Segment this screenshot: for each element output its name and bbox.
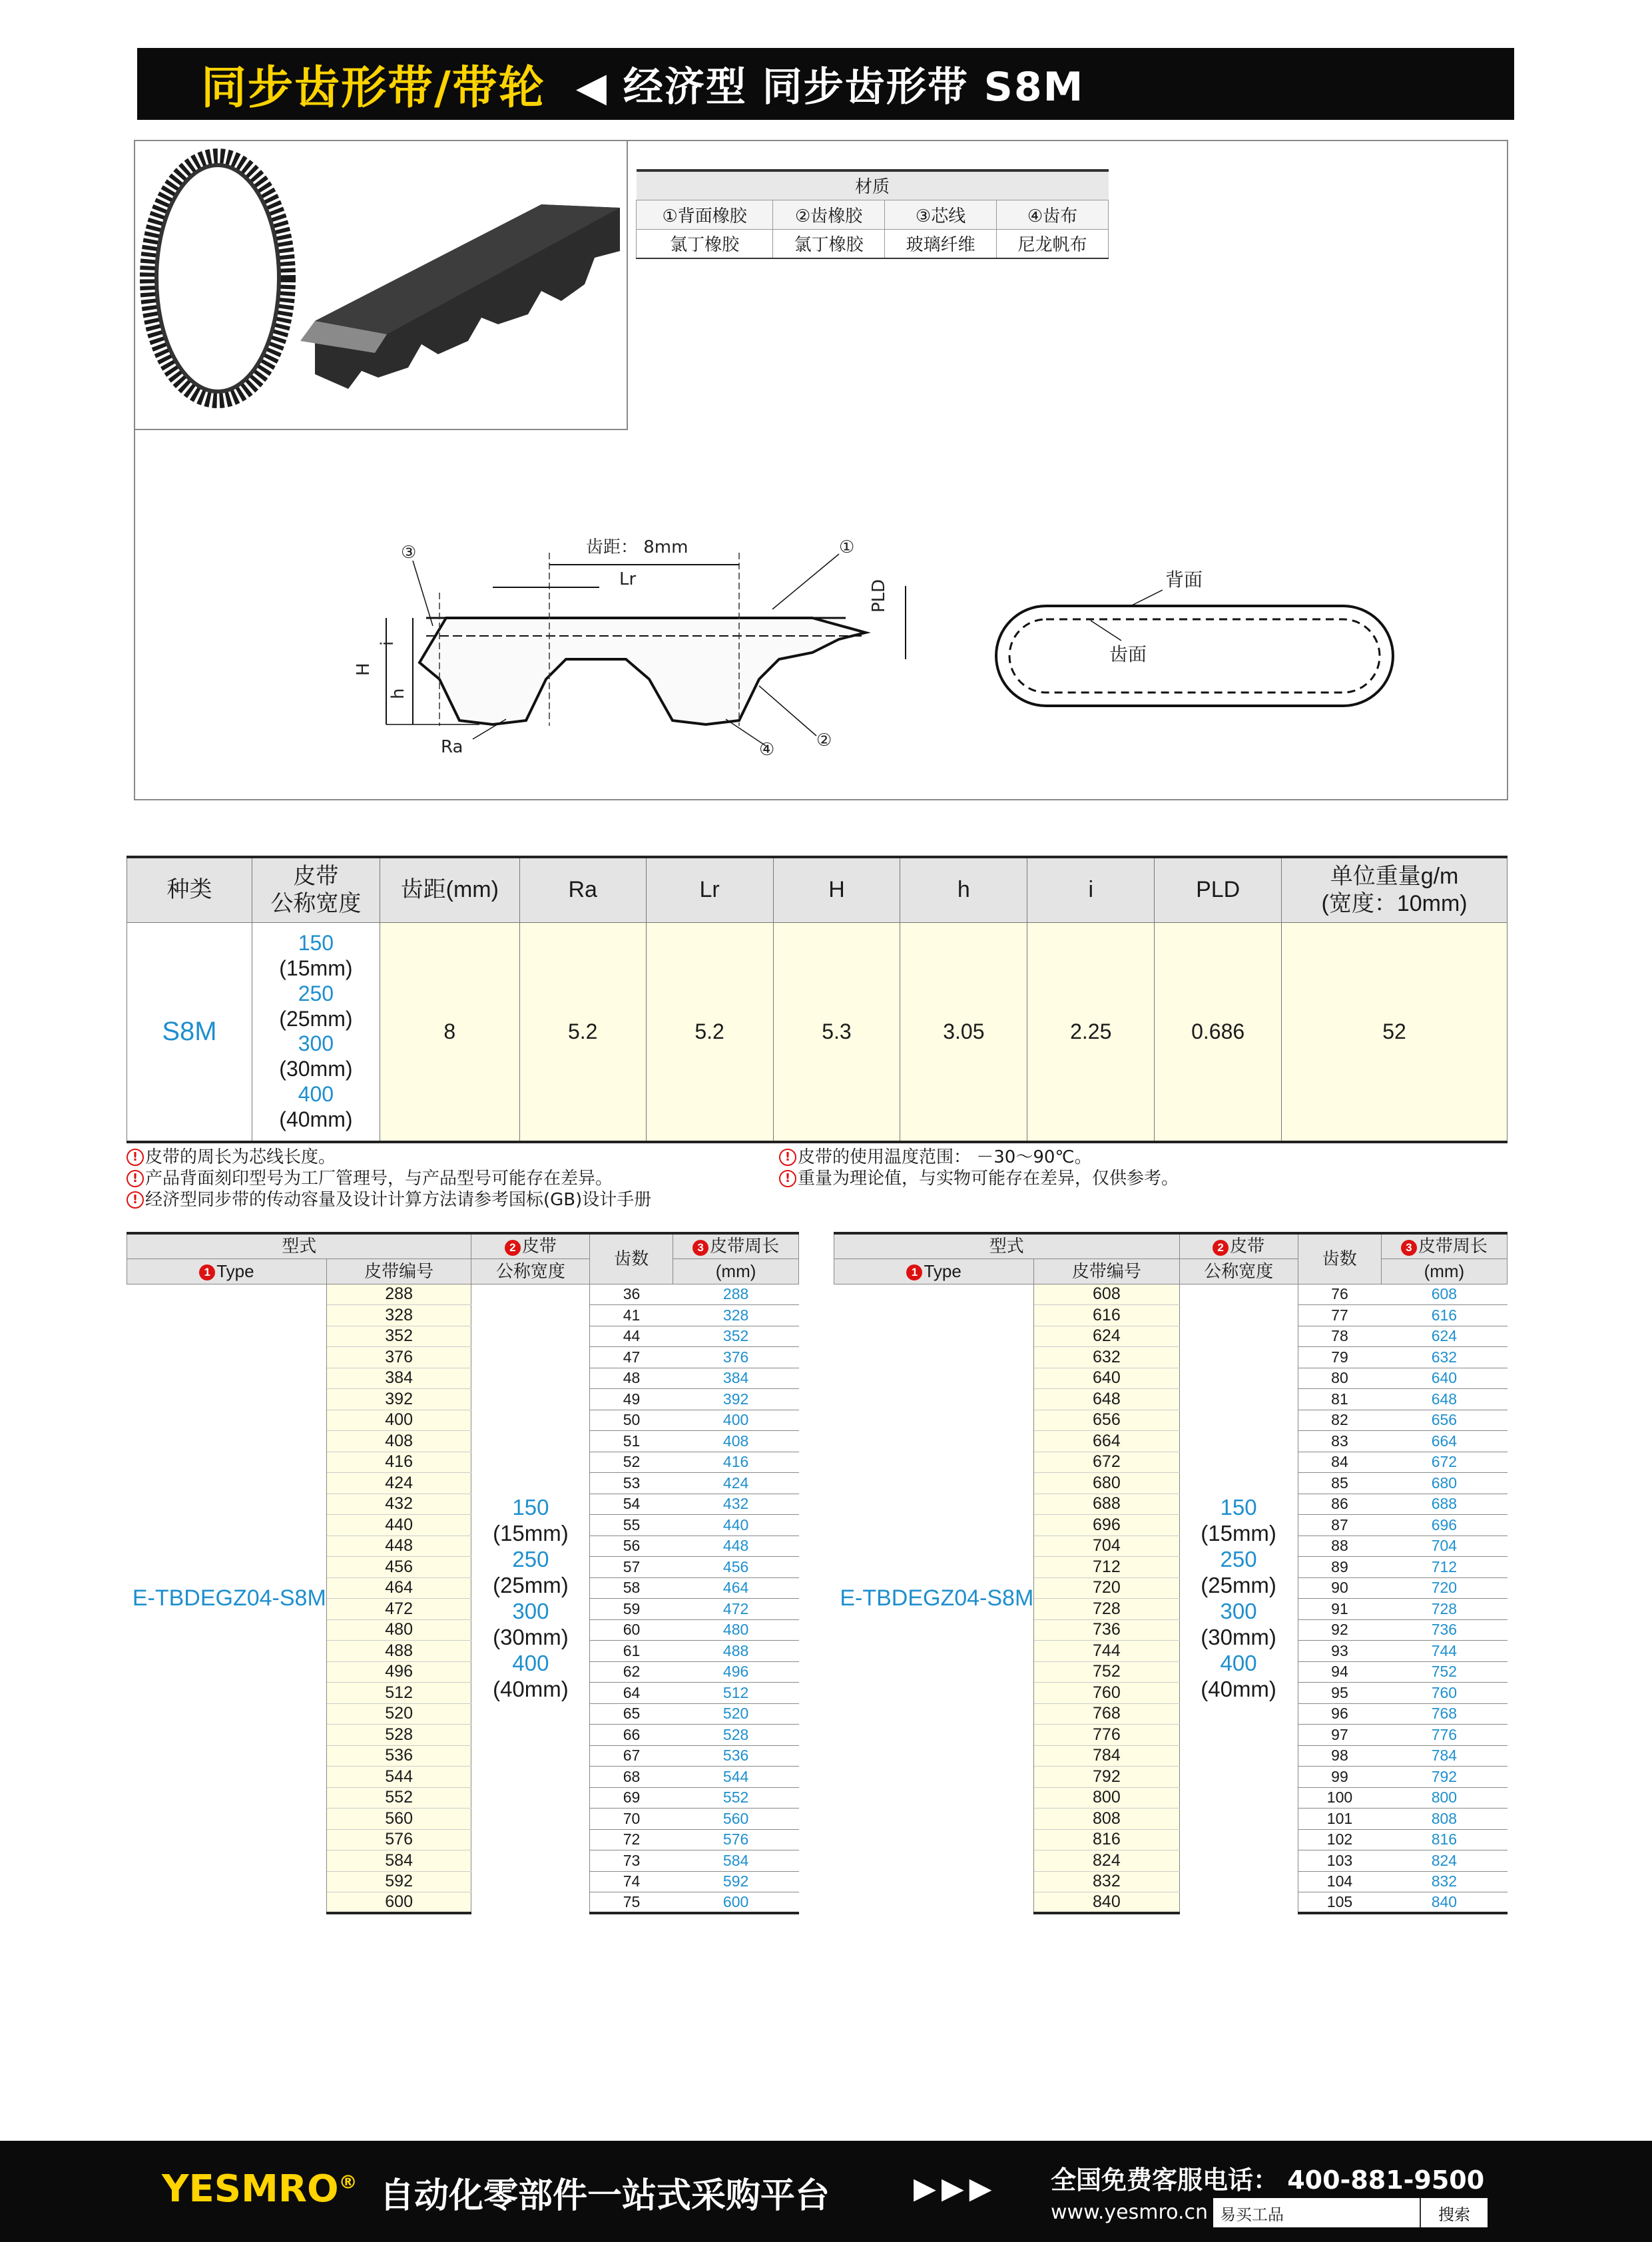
teeth-count: 52 — [590, 1452, 673, 1473]
ra-label: Ra — [441, 737, 463, 757]
material-label: ④齿布 — [997, 200, 1109, 229]
belt-code: 400 — [326, 1410, 471, 1431]
belt-length: 488 — [673, 1641, 799, 1662]
teeth-face-label: 齿面 — [1109, 643, 1147, 665]
spec-header-h: h — [900, 857, 1027, 922]
product-photo — [134, 140, 628, 430]
teeth-count: 54 — [590, 1494, 673, 1515]
belt-length: 448 — [673, 1536, 799, 1557]
teeth-count: 105 — [1298, 1892, 1381, 1914]
belt-code: 656 — [1034, 1410, 1179, 1431]
page-title: 同步齿形带/带轮 — [201, 61, 545, 115]
callout-4: ④ — [759, 740, 775, 760]
belt-length: 520 — [673, 1703, 799, 1725]
parts-table-right — [834, 1232, 1508, 1914]
width-header: 公称宽度 — [471, 1259, 590, 1284]
page-subtitle: ◀ 经济型 同步齿形带 S8M — [575, 64, 1085, 111]
title-bar — [137, 48, 1514, 120]
belt-code: 552 — [326, 1787, 471, 1809]
belt-code: 752 — [1034, 1661, 1179, 1683]
teeth-count: 91 — [1298, 1599, 1381, 1620]
teeth-count: 53 — [590, 1473, 673, 1494]
belt-length: 632 — [1381, 1347, 1507, 1368]
width-header-top: 2 皮带 — [1179, 1233, 1298, 1259]
model-header: 型式 — [834, 1233, 1180, 1259]
belt-length: 480 — [673, 1619, 799, 1641]
type-cell: E-TBDEGZ04-S8M — [127, 1284, 327, 1913]
spec-header-H: H — [773, 857, 900, 922]
belt-code: 536 — [326, 1745, 471, 1767]
belt-code: 448 — [326, 1536, 471, 1557]
material-label: ①背面橡胶 — [637, 200, 773, 229]
spec-header-i: i — [1027, 857, 1155, 922]
belt-length: 600 — [673, 1892, 799, 1914]
material-value: 尼龙帆布 — [997, 229, 1109, 258]
warning-icon: ! — [779, 1170, 796, 1187]
length-header-top: 3 皮带周长 — [1381, 1233, 1507, 1259]
parts-table-left — [127, 1232, 799, 1914]
spec-widths: 150 (15mm) 250 (25mm) 300 (30mm) 400 (40mm) — [252, 922, 380, 1142]
belt-length: 352 — [673, 1326, 799, 1347]
type-header: 1 Type — [127, 1259, 327, 1284]
teeth-header: 齿数 — [590, 1233, 673, 1284]
material-table-title: 材质 — [637, 170, 1109, 200]
belt-code: 600 — [326, 1892, 471, 1914]
teeth-count: 73 — [590, 1850, 673, 1872]
belt-length: 376 — [673, 1347, 799, 1368]
teeth-count: 68 — [590, 1767, 673, 1788]
table-row — [127, 1284, 799, 1305]
teeth-count: 104 — [1298, 1871, 1381, 1892]
teeth-count: 62 — [590, 1661, 673, 1683]
belt-length: 664 — [1381, 1431, 1507, 1452]
note-item: ! 经济型同步带的传动容量及设计计算方法请参考国标(GB)设计手册 — [127, 1189, 651, 1211]
teeth-count: 49 — [590, 1389, 673, 1410]
belt-code: 432 — [326, 1494, 471, 1515]
belt-length: 712 — [1381, 1557, 1507, 1578]
teeth-count: 93 — [1298, 1641, 1381, 1662]
belt-code: 816 — [1034, 1829, 1179, 1850]
belt-code: 728 — [1034, 1599, 1179, 1620]
teeth-count: 51 — [590, 1431, 673, 1452]
code-header: 皮带编号 — [326, 1259, 471, 1284]
length-header: (mm) — [1381, 1259, 1507, 1284]
belt-code: 592 — [326, 1871, 471, 1892]
teeth-count: 100 — [1298, 1787, 1381, 1809]
teeth-count: 44 — [590, 1326, 673, 1347]
belt-length: 688 — [1381, 1494, 1507, 1515]
search-bar — [1213, 2198, 1488, 2227]
teeth-count: 47 — [590, 1347, 673, 1368]
teeth-count: 82 — [1298, 1410, 1381, 1431]
belt-code: 824 — [1034, 1850, 1179, 1872]
belt-length: 736 — [1381, 1619, 1507, 1641]
note-item: ! 皮带的使用温度范围： －30～90℃。 — [779, 1147, 1179, 1168]
belt-length: 784 — [1381, 1745, 1507, 1767]
belt-length: 328 — [673, 1305, 799, 1326]
belt-length: 744 — [1381, 1641, 1507, 1662]
belt-code: 544 — [326, 1767, 471, 1788]
length-header: (mm) — [673, 1259, 799, 1284]
teeth-count: 88 — [1298, 1536, 1381, 1557]
teeth-count: 90 — [1298, 1577, 1381, 1599]
teeth-count: 92 — [1298, 1619, 1381, 1641]
belt-length: 696 — [1381, 1515, 1507, 1536]
teeth-count: 83 — [1298, 1431, 1381, 1452]
callout-1: ① — [839, 537, 855, 557]
teeth-count: 103 — [1298, 1850, 1381, 1872]
material-label: ②齿橡胶 — [773, 200, 885, 229]
teeth-count: 78 — [1298, 1326, 1381, 1347]
number-badge: 3 — [692, 1240, 708, 1256]
belt-code: 760 — [1034, 1683, 1179, 1704]
number-badge: 2 — [1213, 1240, 1229, 1256]
belt-code: 384 — [326, 1368, 471, 1389]
belt-length: 424 — [673, 1473, 799, 1494]
H-label: H — [354, 663, 374, 676]
belt-code: 424 — [326, 1473, 471, 1494]
warning-icon: ! — [127, 1191, 144, 1209]
spec-value-lr: 5.2 — [646, 922, 773, 1142]
belt-length: 496 — [673, 1661, 799, 1683]
belt-code: 632 — [1034, 1347, 1179, 1368]
spec-type: S8M — [127, 922, 252, 1142]
belt-length: 720 — [1381, 1577, 1507, 1599]
pld-label: PLD — [869, 579, 889, 613]
note-item: ! 重量为理论值，与实物可能存在差异，仅供参考。 — [779, 1168, 1179, 1189]
belt-length: 656 — [1381, 1410, 1507, 1431]
teeth-count: 102 — [1298, 1829, 1381, 1850]
model-header: 型式 — [127, 1233, 471, 1259]
teeth-count: 58 — [590, 1577, 673, 1599]
width-cell: 150 (15mm) 250 (25mm) 300 (30mm) 400 (40mm) — [1179, 1284, 1298, 1913]
material-value: 氯丁橡胶 — [773, 229, 885, 258]
belt-code: 680 — [1034, 1473, 1179, 1494]
belt-code: 584 — [326, 1850, 471, 1872]
belt-length: 544 — [673, 1767, 799, 1788]
tooth-profile-diagram — [346, 526, 946, 779]
note-item: ! 皮带的周长为芯线长度。 — [127, 1147, 651, 1168]
teeth-count: 69 — [590, 1787, 673, 1809]
belt-length: 584 — [673, 1850, 799, 1872]
material-value: 氯丁橡胶 — [637, 229, 773, 258]
number-badge: 2 — [505, 1240, 521, 1256]
i-label: i — [378, 641, 398, 646]
belt-code: 832 — [1034, 1871, 1179, 1892]
belt-code: 496 — [326, 1661, 471, 1683]
footer — [0, 2141, 1652, 2242]
teeth-count: 85 — [1298, 1473, 1381, 1494]
belt-code: 512 — [326, 1683, 471, 1704]
teeth-count: 84 — [1298, 1452, 1381, 1473]
teeth-count: 89 — [1298, 1557, 1381, 1578]
spec-header-type: 种类 — [127, 857, 252, 922]
callout-2: ② — [816, 730, 832, 750]
belt-length: 592 — [673, 1871, 799, 1892]
spec-header-weight: 单位重量g/m (宽度：10mm) — [1282, 857, 1508, 922]
belt-code: 744 — [1034, 1641, 1179, 1662]
belt-length: 432 — [673, 1494, 799, 1515]
brand-logo: YESMRO® — [162, 2167, 358, 2211]
material-label: ③芯线 — [885, 200, 997, 229]
teeth-count: 86 — [1298, 1494, 1381, 1515]
belt-length: 392 — [673, 1389, 799, 1410]
footer-slogan: 自动化零部件一站式采购平台 — [380, 2176, 830, 2216]
belt-length: 648 — [1381, 1389, 1507, 1410]
belt-code: 808 — [1034, 1809, 1179, 1830]
belt-length: 624 — [1381, 1326, 1507, 1347]
teeth-count: 74 — [590, 1871, 673, 1892]
belt-length: 512 — [673, 1683, 799, 1704]
teeth-count: 41 — [590, 1305, 673, 1326]
belt-length: 776 — [1381, 1725, 1507, 1746]
belt-code: 664 — [1034, 1431, 1179, 1452]
belt-length: 816 — [1381, 1829, 1507, 1850]
type-cell: E-TBDEGZ04-S8M — [834, 1284, 1034, 1913]
belt-code: 640 — [1034, 1368, 1179, 1389]
belt-code: 624 — [1034, 1326, 1179, 1347]
belt-code: 560 — [326, 1809, 471, 1830]
teeth-count: 60 — [590, 1619, 673, 1641]
belt-code: 776 — [1034, 1725, 1179, 1746]
belt-length: 672 — [1381, 1452, 1507, 1473]
spec-value-weight: 52 — [1282, 922, 1508, 1142]
belt-length: 840 — [1381, 1892, 1507, 1914]
belt-code: 712 — [1034, 1557, 1179, 1578]
belt-code: 456 — [326, 1557, 471, 1578]
number-badge: 1 — [199, 1264, 215, 1280]
belt-code: 608 — [1034, 1284, 1179, 1305]
belt-code: 520 — [326, 1703, 471, 1725]
spec-value-i: 2.25 — [1027, 922, 1155, 1142]
belt-photo-illustration — [135, 141, 629, 431]
teeth-count: 55 — [590, 1515, 673, 1536]
teeth-count: 72 — [590, 1829, 673, 1850]
belt-length: 768 — [1381, 1703, 1507, 1725]
teeth-count: 59 — [590, 1599, 673, 1620]
belt-length: 760 — [1381, 1683, 1507, 1704]
material-table — [636, 169, 1109, 259]
belt-length: 552 — [673, 1787, 799, 1809]
belt-code: 408 — [326, 1431, 471, 1452]
teeth-count: 36 — [590, 1284, 673, 1305]
belt-length: 640 — [1381, 1368, 1507, 1389]
spec-header-lr: Lr — [646, 857, 773, 922]
belt-code: 488 — [326, 1641, 471, 1662]
width-header-top: 2 皮带 — [471, 1233, 590, 1259]
width-cell: 150 (15mm) 250 (25mm) 300 (30mm) 400 (40mm) — [471, 1284, 590, 1913]
belt-code: 704 — [1034, 1536, 1179, 1557]
pitch-label: 齿距： 8mm — [586, 537, 688, 557]
spec-header-ra: Ra — [519, 857, 646, 922]
belt-length: 792 — [1381, 1767, 1507, 1788]
teeth-count: 101 — [1298, 1809, 1381, 1830]
belt-length: 824 — [1381, 1850, 1507, 1872]
callout-3: ③ — [401, 543, 417, 563]
belt-length: 464 — [673, 1577, 799, 1599]
h-label: h — [388, 688, 408, 699]
teeth-header: 齿数 — [1298, 1233, 1381, 1284]
teeth-count: 80 — [1298, 1368, 1381, 1389]
warning-icon: ! — [127, 1170, 144, 1187]
teeth-count: 98 — [1298, 1745, 1381, 1767]
belt-code: 576 — [326, 1829, 471, 1850]
teeth-count: 97 — [1298, 1725, 1381, 1746]
belt-length: 832 — [1381, 1871, 1507, 1892]
belt-length: 616 — [1381, 1305, 1507, 1326]
teeth-count: 50 — [590, 1410, 673, 1431]
teeth-count: 61 — [590, 1641, 673, 1662]
table-row — [834, 1284, 1508, 1305]
belt-length: 400 — [673, 1410, 799, 1431]
belt-code: 472 — [326, 1599, 471, 1620]
note-item: ! 产品背面刻印型号为工厂管理号，与产品型号可能存在差异。 — [127, 1168, 651, 1189]
teeth-count: 81 — [1298, 1389, 1381, 1410]
belt-code: 328 — [326, 1305, 471, 1326]
number-badge: 3 — [1401, 1240, 1417, 1256]
belt-code: 528 — [326, 1725, 471, 1746]
belt-code: 840 — [1034, 1892, 1179, 1914]
belt-length: 728 — [1381, 1599, 1507, 1620]
teeth-count: 94 — [1298, 1661, 1381, 1683]
belt-length: 528 — [673, 1725, 799, 1746]
belt-code: 736 — [1034, 1619, 1179, 1641]
belt-code: 440 — [326, 1515, 471, 1536]
belt-code: 688 — [1034, 1494, 1179, 1515]
belt-code: 392 — [326, 1389, 471, 1410]
belt-code: 672 — [1034, 1452, 1179, 1473]
spec-table — [127, 856, 1508, 1143]
spec-header-width: 皮带 公称宽度 — [252, 857, 380, 922]
code-header: 皮带编号 — [1034, 1259, 1179, 1284]
belt-length: 704 — [1381, 1536, 1507, 1557]
belt-code: 784 — [1034, 1745, 1179, 1767]
teeth-count: 99 — [1298, 1767, 1381, 1788]
belt-code: 416 — [326, 1452, 471, 1473]
belt-loop-diagram — [991, 566, 1404, 712]
teeth-count: 77 — [1298, 1305, 1381, 1326]
belt-code: 648 — [1034, 1389, 1179, 1410]
teeth-count: 64 — [590, 1683, 673, 1704]
teeth-count: 79 — [1298, 1347, 1381, 1368]
warning-icon: ! — [127, 1149, 144, 1166]
belt-length: 456 — [673, 1557, 799, 1578]
belt-length: 416 — [673, 1452, 799, 1473]
teeth-count: 75 — [590, 1892, 673, 1914]
belt-code: 480 — [326, 1619, 471, 1641]
belt-length: 608 — [1381, 1284, 1507, 1305]
belt-length: 440 — [673, 1515, 799, 1536]
belt-code: 768 — [1034, 1703, 1179, 1725]
notes-right — [779, 1147, 1179, 1189]
belt-length: 808 — [1381, 1809, 1507, 1830]
belt-length: 536 — [673, 1745, 799, 1767]
teeth-count: 87 — [1298, 1515, 1381, 1536]
website-link[interactable]: www.yesmro.cn — [1051, 2201, 1209, 2224]
belt-length: 472 — [673, 1599, 799, 1620]
belt-length: 408 — [673, 1431, 799, 1452]
teeth-count: 57 — [590, 1557, 673, 1578]
width-header: 公称宽度 — [1179, 1259, 1298, 1284]
belt-code: 696 — [1034, 1515, 1179, 1536]
spec-value-pld: 0.686 — [1155, 922, 1282, 1142]
notes-left — [127, 1147, 651, 1211]
back-face-label: 背面 — [1165, 569, 1203, 591]
belt-length: 680 — [1381, 1473, 1507, 1494]
hotline: 全国免费客服电话： 400-881-9500 — [1051, 2165, 1485, 2195]
spec-header-pld: PLD — [1155, 857, 1282, 922]
warning-icon: ! — [779, 1149, 796, 1166]
search-button[interactable]: 搜索 — [1420, 2198, 1488, 2227]
teeth-count: 96 — [1298, 1703, 1381, 1725]
teeth-count: 66 — [590, 1725, 673, 1746]
teeth-count: 76 — [1298, 1284, 1381, 1305]
belt-code: 288 — [326, 1284, 471, 1305]
belt-length: 288 — [673, 1284, 799, 1305]
length-header-top: 3 皮带周长 — [673, 1233, 799, 1259]
teeth-count: 67 — [590, 1745, 673, 1767]
belt-code: 376 — [326, 1347, 471, 1368]
belt-length: 752 — [1381, 1661, 1507, 1683]
material-value: 玻璃纤维 — [885, 229, 997, 258]
type-header: 1 Type — [834, 1259, 1034, 1284]
spec-header-pitch: 齿距(mm) — [380, 857, 519, 922]
belt-length: 800 — [1381, 1787, 1507, 1809]
belt-code: 616 — [1034, 1305, 1179, 1326]
belt-length: 576 — [673, 1829, 799, 1850]
teeth-count: 65 — [590, 1703, 673, 1725]
belt-code: 720 — [1034, 1577, 1179, 1599]
teeth-count: 48 — [590, 1368, 673, 1389]
belt-code: 464 — [326, 1577, 471, 1599]
spec-value-H: 5.3 — [773, 922, 900, 1142]
teeth-count: 95 — [1298, 1683, 1381, 1704]
lr-label: Lr — [619, 569, 637, 589]
spec-value-h: 3.05 — [900, 922, 1027, 1142]
belt-code: 792 — [1034, 1767, 1179, 1788]
number-badge: 1 — [906, 1264, 922, 1280]
belt-code: 352 — [326, 1326, 471, 1347]
teeth-count: 56 — [590, 1536, 673, 1557]
belt-code: 800 — [1034, 1787, 1179, 1809]
belt-length: 384 — [673, 1368, 799, 1389]
belt-length: 560 — [673, 1809, 799, 1830]
teeth-count: 70 — [590, 1809, 673, 1830]
spec-value-ra: 5.2 — [519, 922, 646, 1142]
arrows-icon: ▶▶▶ — [914, 2171, 997, 2205]
spec-value-pitch: 8 — [380, 922, 519, 1142]
search-input[interactable] — [1213, 2198, 1420, 2227]
